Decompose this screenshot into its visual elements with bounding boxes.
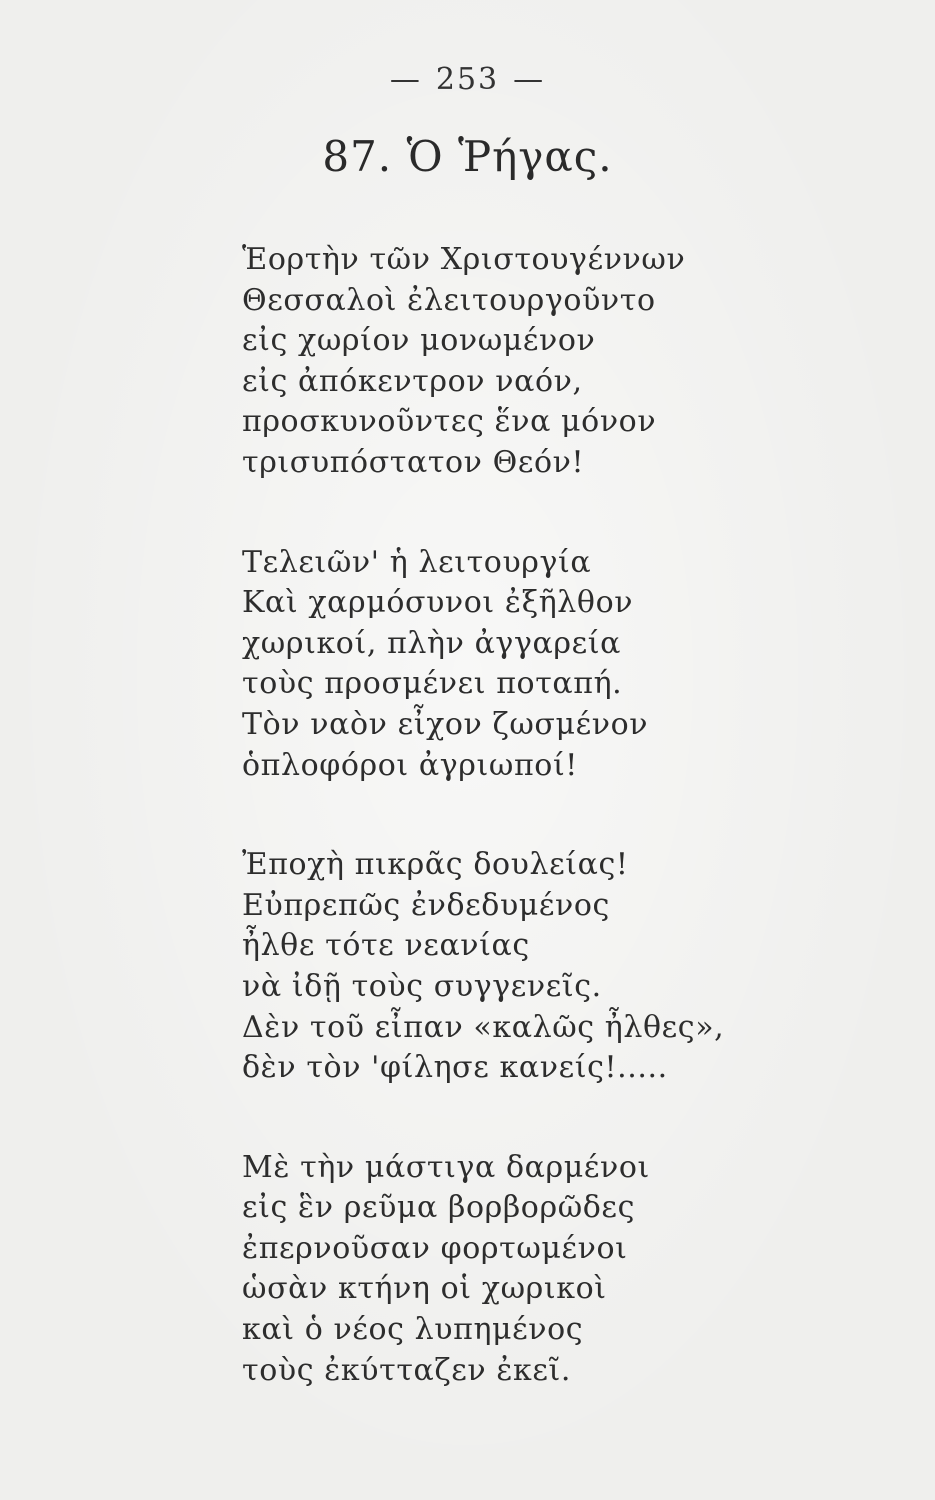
poem-line: Τελειῶν' ἡ λειτουργία — [242, 544, 592, 580]
page-number — [0, 62, 935, 97]
poem-line: Εὐπρεπῶς ἐνδεδυμένος — [242, 887, 610, 923]
poem-line: εἰς ἀπόκεντρον ναόν, — [242, 363, 583, 399]
poem-line: ἦλθε τότε νεανίας — [242, 928, 530, 964]
page-number-dash-left: — — [389, 62, 422, 97]
poem-line: Μὲ τὴν μάστιγα δαρμένοι — [242, 1149, 650, 1185]
poem-line: τοὺς προσμένει ποταπή. — [242, 666, 623, 702]
poem-line: Θεσσαλοὶ ἐλειτουργοῦντο — [242, 282, 656, 318]
poem-line: τρισυπόστατον Θεόν! — [242, 444, 585, 480]
poem-line: εἰς ἓν ρεῦμα βορβορῶδες — [242, 1190, 635, 1226]
poem-body — [242, 240, 882, 1391]
poem-line: καὶ ὁ νέος λυπημένος — [242, 1312, 584, 1348]
poem-line: Τὸν ναὸν εἶχον ζωσμένον — [242, 706, 649, 742]
stanza-3 — [242, 845, 882, 1089]
poem-line: ἐπερνοῦσαν φορτωμένοι — [242, 1230, 628, 1266]
poem-line: Δὲν τοῦ εἶπαν «καλῶς ἦλθες», — [242, 1009, 725, 1045]
page-number-dash-right: — — [513, 62, 546, 97]
poem-line: Ἑορτὴν τῶν Χριστουγέννων — [242, 242, 686, 277]
poem-line: Καὶ χαρμόσυνοι ἐξῆλθον — [242, 585, 634, 621]
poem-line: χωρικοί, πλὴν ἀγγαρεία — [242, 625, 621, 661]
poem-line: ὡσὰν κτήνη οἱ χωρικοὶ — [242, 1271, 607, 1307]
poem-title: 87. Ὁ Ῥήγας. — [322, 132, 613, 181]
stanza-2 — [242, 543, 882, 787]
poem-line: τοὺς ἐκύτταζεν ἐκεῖ. — [242, 1352, 572, 1388]
stanza-1 — [242, 240, 882, 484]
stanza-4 — [242, 1148, 882, 1392]
poem-line: Ἐποχὴ πικρᾶς δουλείας! — [242, 847, 629, 883]
poem-line: ὁπλοφόροι ἀγριωποί! — [242, 747, 578, 783]
page-number-value: 253 — [435, 62, 500, 97]
poem-line: προσκυνοῦντες ἕνα μόνον — [242, 404, 657, 440]
poem-line: δὲν τὸν 'φίλησε κανείς!..... — [242, 1050, 668, 1086]
poem-line: εἰς χωρίον μονωμένον — [242, 323, 596, 359]
poem-line: νὰ ἰδῇ τοὺς συγγενεῖς. — [242, 968, 602, 1004]
